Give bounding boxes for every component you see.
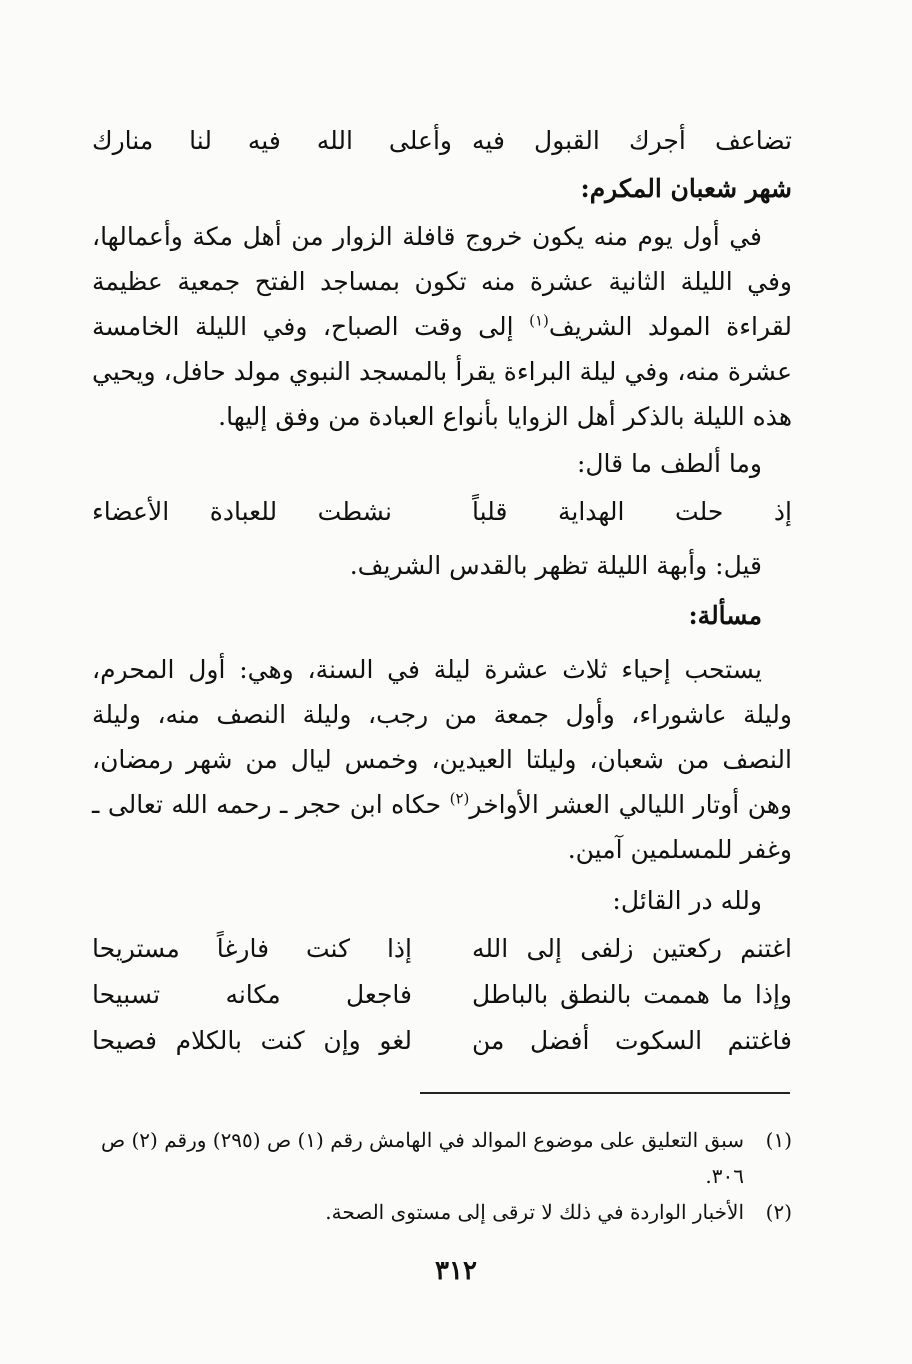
verse-hidaya (92, 489, 792, 535)
verse-hemistich-right: تضاعف أجرك القبول فيه (472, 126, 792, 155)
footnote-marker-1: (١) (529, 311, 549, 330)
verse-hemistich-right: وإذا ما هممت بالنطق بالباطل (472, 980, 792, 1009)
footnote-2 (80, 1194, 792, 1230)
verse-hemistich-left: إذا كنت فارغاً مستريحا (92, 934, 412, 963)
footnote-divider (420, 1092, 790, 1094)
verse-hemistich-left: وأعلى الله فيه لنا منارك (92, 126, 452, 155)
footnote-text: الأخبار الواردة في ذلك لا ترقى إلى مستوى الصحة. (325, 1200, 744, 1224)
page-body (92, 118, 792, 1064)
verse-hemistich-right: إذ حلت الهداية قلباً (472, 497, 792, 526)
verse-opening (92, 118, 792, 164)
verse-hemistich-right: اغتنم ركعتين زلفى إلى الله (472, 934, 792, 963)
verse-hemistich-right: فاغتنم السكوت أفضل من (472, 1026, 792, 1055)
poem-verse (92, 926, 792, 972)
paragraph-masala (92, 647, 792, 872)
heading-shaaban: شهر شعبان المكرم: (580, 174, 792, 203)
footnote-marker-2: (٢) (449, 789, 470, 808)
footnotes (80, 1122, 792, 1230)
intro-ma-altaf: وما ألطف ما قال: (576, 449, 762, 478)
verse-hemistich-left: نشطت للعبادة الأعضاء (92, 497, 392, 526)
footnote-number: (٢) (765, 1200, 792, 1224)
qila-line: قيل: وأبهة الليلة تظهر بالقدس الشريف. (349, 551, 762, 580)
poem-verse (92, 1018, 792, 1064)
footnote-1 (80, 1122, 792, 1194)
intro-qail: ولله در القائل: (612, 886, 762, 915)
paragraph-text-cont: حكاه ابن حجر ـ رحمه الله تعالى ـ وغفر للمسلمين آمين. (92, 790, 792, 864)
footnote-text: سبق التعليق على موضوع الموالد في الهامش رقم (١) ص (٢٩٥) ورقم (٢) ص ٣٠٦. (100, 1128, 744, 1188)
poem-verse (92, 972, 792, 1018)
poem (92, 926, 792, 1064)
page-number: ٣١٢ (435, 1256, 477, 1286)
verse-hemistich-left: لغو وإن كنت بالكلام فصيحا (92, 1026, 412, 1055)
paragraph-text: يستحب إحياء ثلاث عشرة ليلة في السنة، وهي: أول المحرم، وليلة عاشوراء، وأول جمعة من رجب، وليلة النصف منه، وليلة النصف من شعبان، وليلتا العيدين، وخمس ليال من شهر رمضان، وهن أوتار الليالي العشر الأواخر (92, 655, 792, 819)
heading-masala: مسألة: (688, 601, 762, 630)
paragraph-text: في أول يوم منه يكون خروج قافلة الزوار من أهل مكة وأعمالها، وفي الليلة الثانية عشرة منه تكون بمساجد الفتح جمعية عظيمة لقراءة المولد الشريف (92, 222, 792, 341)
paragraph-text-cont: إلى وقت الصباح، وفي الليلة الخامسة عشرة منه، وفي ليلة البراءة يقرأ بالمسجد النبوي مولد حافل، ويحيي هذه الليلة بالذكر أهل الزوايا بأنواع العبادة من وفق إليها. (92, 312, 792, 431)
verse-hemistich-left: فاجعل مكانه تسبيحا (92, 980, 412, 1009)
paragraph-shaaban (92, 214, 792, 439)
footnote-number: (١) (765, 1128, 792, 1152)
